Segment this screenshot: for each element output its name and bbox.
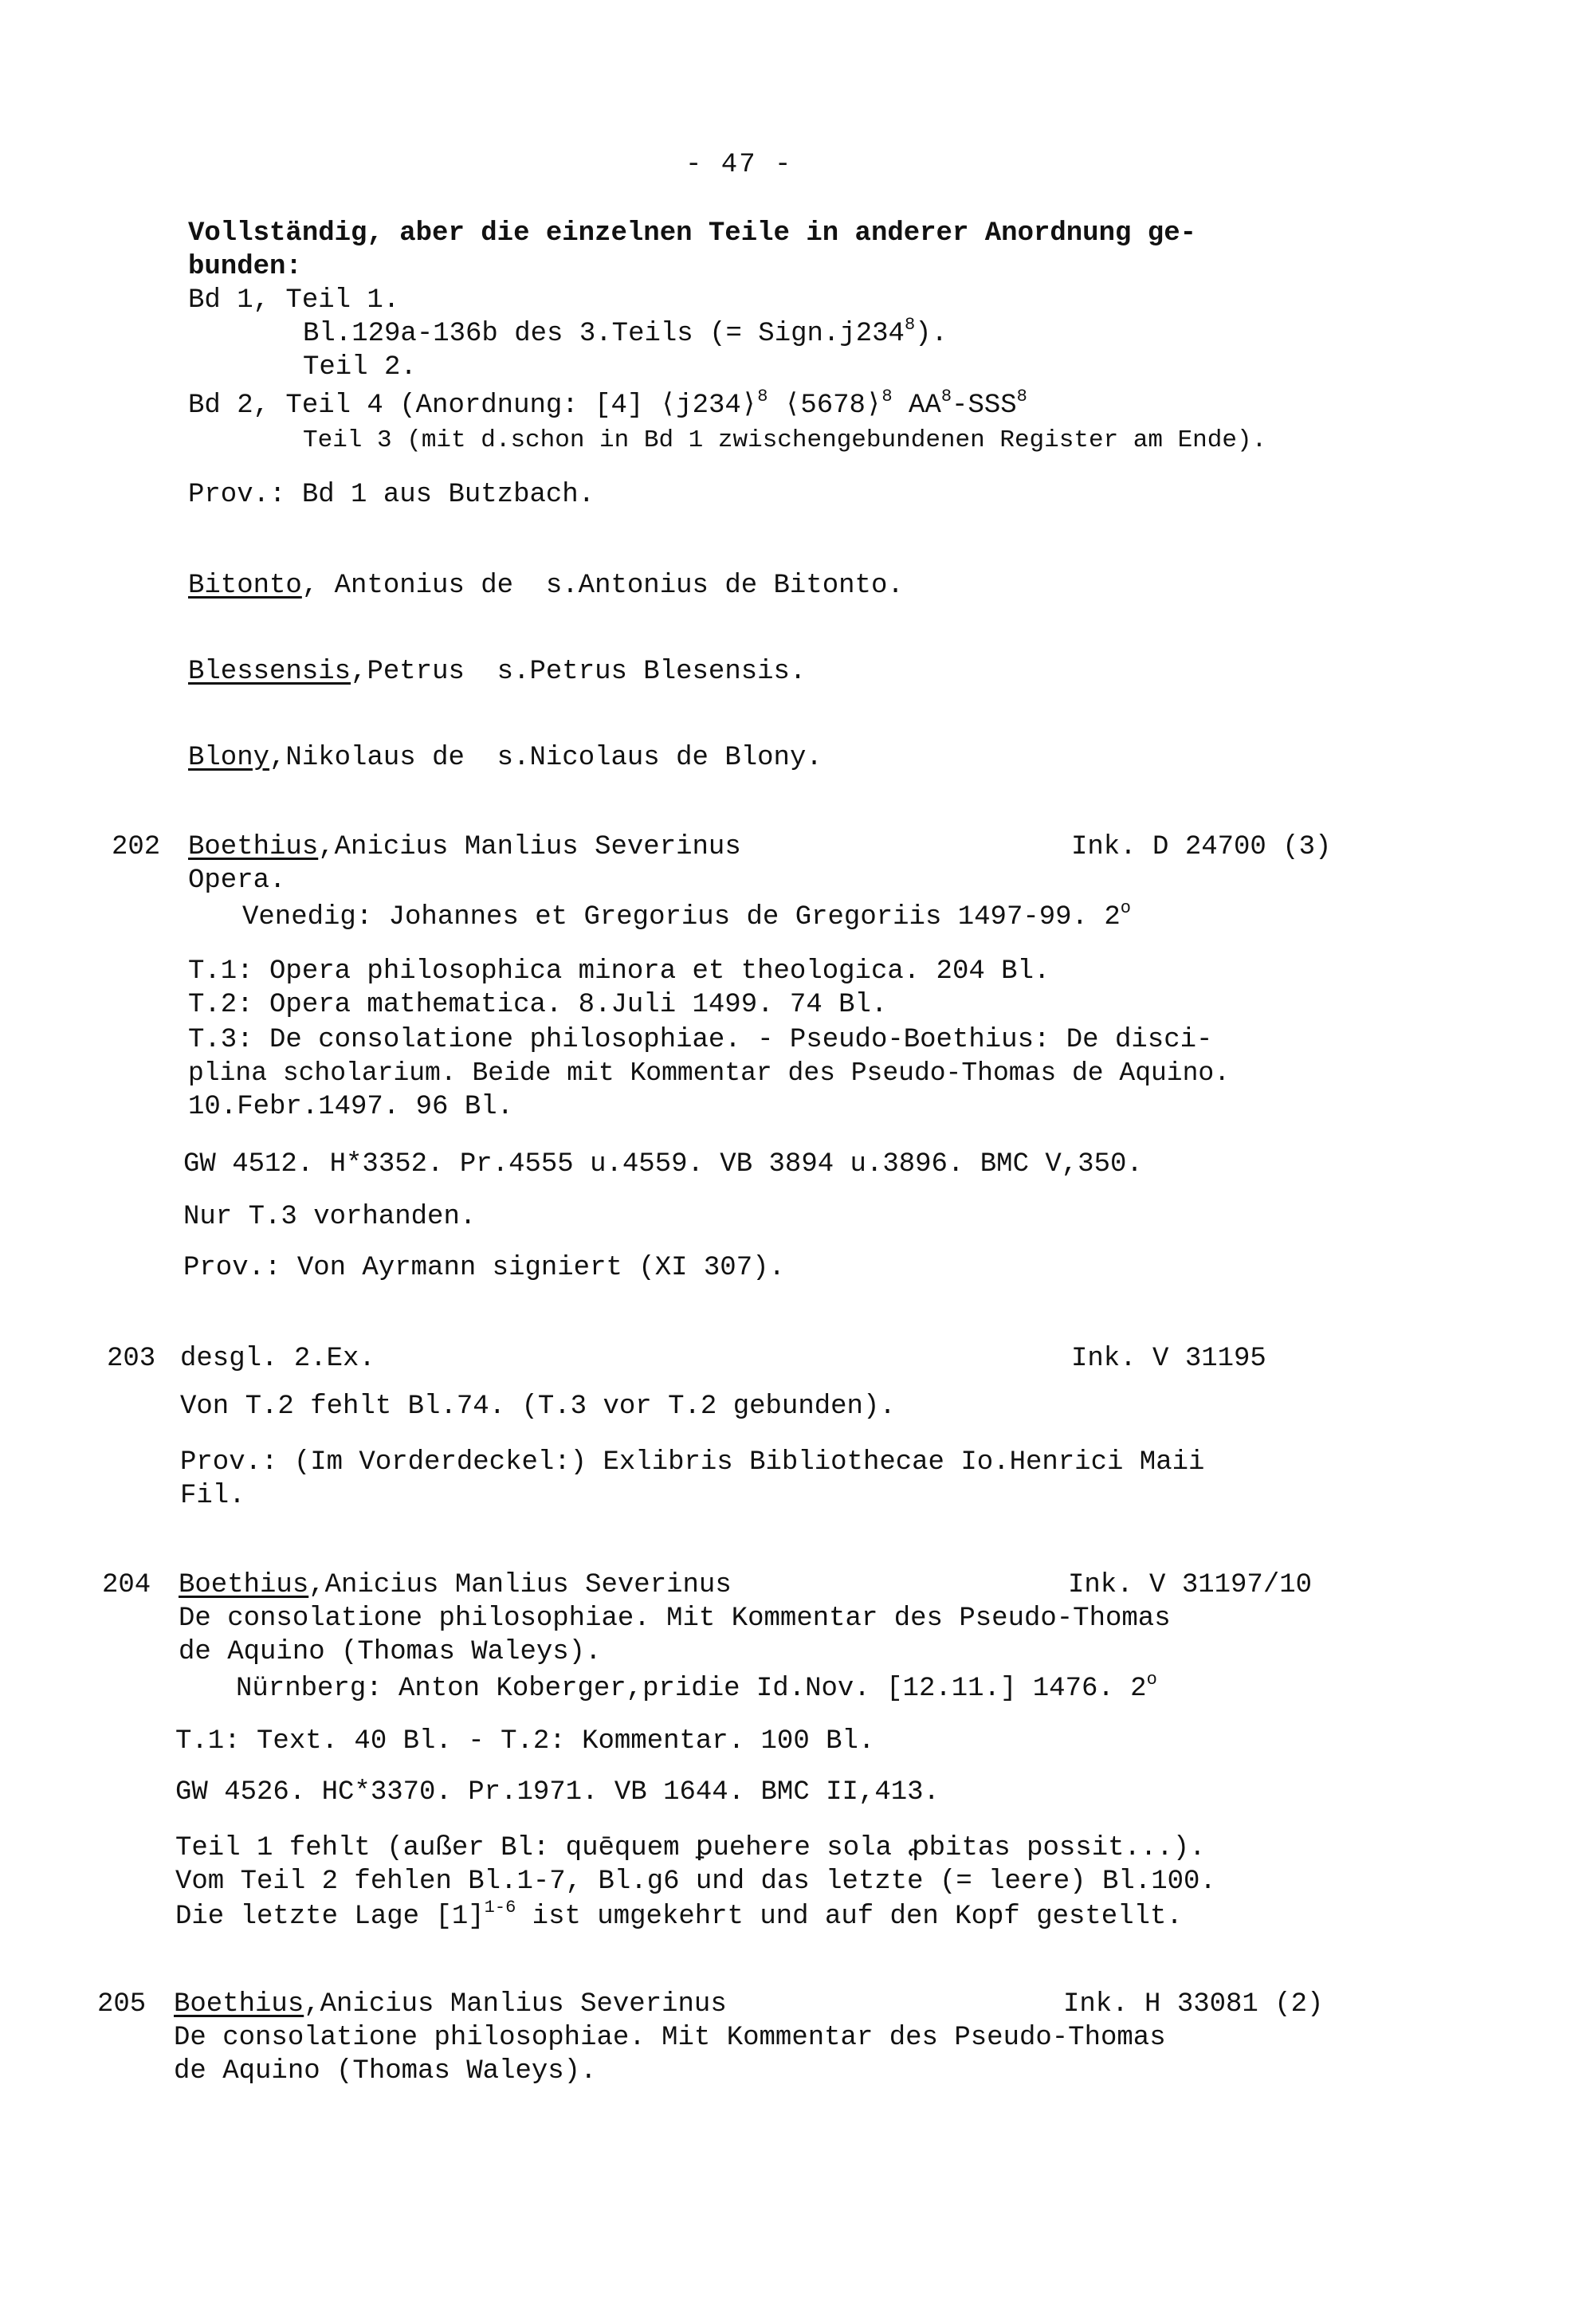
- ref-bitonto-head: Bitonto: [188, 571, 302, 601]
- intro-bd2: [188, 389, 1027, 422]
- entry-204-author-head: Boethius: [179, 1570, 309, 1600]
- entry-204-author: [179, 1568, 732, 1602]
- entry-202-refs: GW 4512. H*3352. Pr.4555 u.4559. VB 3894 u.3896. BMC V,350.: [183, 1149, 1143, 1180]
- entry-202-t2: T.2: Opera mathematica. 8.Juli 1499. 74 Bl.: [188, 990, 888, 1020]
- ref-blony-head: Blony: [188, 743, 270, 773]
- entry-203-number: 203: [107, 1344, 156, 1374]
- entry-204-signature: Ink. V 31197/10: [1068, 1570, 1313, 1600]
- entry-205-author: [174, 1988, 727, 2021]
- entry-204-note-3: [175, 1900, 1183, 1933]
- entry-202-note: Nur T.3 vorhanden.: [183, 1202, 477, 1232]
- entry-203-note: Von T.2 fehlt Bl.74. (T.3 vor T.2 gebunden).: [180, 1392, 896, 1422]
- entry-204-imprint-text: Nürnberg: Anton Koberger,pridie Id.Nov. [12.11.] 1476. 2: [236, 1674, 1147, 1704]
- entry-204-note-3-sup: 1-6: [484, 1898, 516, 1918]
- ref-blessensis: [188, 655, 806, 689]
- entry-204-note-3a: Die letzte Lage [1]: [175, 1902, 485, 1932]
- entry-203-title: desgl. 2.Ex.: [180, 1344, 375, 1374]
- entry-203-signature: Ink. V 31195: [1071, 1344, 1266, 1374]
- intro-line-2: bunden:: [188, 252, 302, 282]
- intro-bd2-c: AA: [892, 391, 941, 421]
- entry-202-author-rest: ,Anicius Manlius Severinus: [318, 832, 741, 862]
- entry-202-signature: Ink. D 24700 (3): [1071, 832, 1332, 862]
- entry-202-author-head: Boethius: [188, 832, 319, 862]
- entry-202-imprint: [242, 898, 1131, 934]
- entry-204-refs: GW 4526. HC*3370. Pr.1971. VB 1644. BMC II,413.: [175, 1777, 940, 1808]
- entry-204-note-3b: ist umgekehrt und auf den Kopf gestellt.: [516, 1902, 1183, 1932]
- ref-bitonto-rest: , Antonius de s.Antonius de Bitonto.: [301, 571, 904, 601]
- ref-blessensis-head: Blessensis: [188, 657, 351, 687]
- entry-204-imprint: [236, 1672, 1157, 1706]
- entry-205-author-rest: ,Anicius Manlius Severinus: [304, 1989, 727, 2020]
- intro-bd2-sup2: 8: [881, 387, 893, 406]
- entry-205-author-head: Boethius: [174, 1989, 304, 2020]
- entry-202-author: [188, 830, 741, 864]
- entry-202-imprint-sup: o: [1120, 898, 1131, 918]
- intro-line-1: Vollständig, aber die einzelnen Teile in anderer Anordnung ge-: [188, 218, 1197, 249]
- entry-205-signature: Ink. H 33081 (2): [1063, 1989, 1324, 2020]
- intro-bd2-b: ⟨5678⟩: [768, 391, 882, 421]
- intro-bd1-sub: [303, 317, 948, 351]
- entry-205-title-1: De consolatione philosophiae. Mit Kommentar des Pseudo-Thomas: [174, 2023, 1166, 2053]
- intro-bd1-sub-end: ).: [915, 319, 948, 349]
- ref-bitonto: [188, 569, 904, 603]
- entry-205-number: 205: [97, 1989, 147, 2020]
- entry-202-number: 202: [112, 832, 161, 862]
- entry-204-number: 204: [102, 1570, 151, 1600]
- entry-204-title-2: de Aquino (Thomas Waleys).: [179, 1637, 602, 1667]
- ref-blony: [188, 741, 823, 775]
- entry-205-title-2: de Aquino (Thomas Waleys).: [174, 2056, 597, 2086]
- intro-teil3: Teil 3 (mit d.schon in Bd 1 zwischengebundenen Register am Ende).: [303, 426, 1267, 454]
- entry-202-t1: T.1: Opera philosophica minora et theologica. 204 Bl.: [188, 956, 1050, 987]
- intro-bd2-sup3: 8: [940, 387, 952, 406]
- intro-bd2-sup4: 8: [1016, 387, 1027, 406]
- entry-202-title: Opera.: [188, 866, 286, 896]
- entry-202-t3c: 10.Febr.1497. 96 Bl.: [188, 1092, 514, 1122]
- entry-202-prov: Prov.: Von Ayrmann signiert (XI 307).: [183, 1253, 785, 1283]
- entry-202-imprint-text: Venedig: Johannes et Gregorius de Gregoriis 1497-99. 2: [242, 902, 1121, 932]
- entry-204-author-rest: ,Anicius Manlius Severinus: [308, 1570, 732, 1600]
- intro-bd2-a: Bd 2, Teil 4 (Anordnung: [4] ⟨j234⟩: [188, 391, 758, 421]
- ref-blony-rest: ,Nikolaus de s.Nicolaus de Blony.: [269, 743, 823, 773]
- entry-204-note-2: Vom Teil 2 fehlen Bl.1-7, Bl.g6 und das letzte (= leere) Bl.100.: [175, 1867, 1216, 1897]
- entry-203-prov-1: Prov.: (Im Vorderdeckel:) Exlibris Bibliothecae Io.Henrici Maii: [180, 1447, 1205, 1478]
- intro-teil2: Teil 2.: [303, 352, 417, 383]
- entry-202-t3a: T.3: De consolatione philosophiae. - Pseudo-Boethius: De disci-: [188, 1025, 1213, 1055]
- entry-204-note-1: Teil 1 fehlt (außer Bl: quēquem ꝑuehere sola ꝓbitas possit...).: [175, 1833, 1206, 1863]
- intro-bd1-sub-sup: 8: [904, 315, 916, 335]
- entry-204-title-1: De consolatione philosophiae. Mit Kommentar des Pseudo-Thomas: [179, 1604, 1171, 1634]
- entry-203-prov-2: Fil.: [180, 1481, 245, 1511]
- intro-prov: Prov.: Bd 1 aus Butzbach.: [188, 480, 595, 510]
- intro-bd2-d: -SSS: [952, 391, 1017, 421]
- intro-bd1-sub-text: Bl.129a-136b des 3.Teils (= Sign.j234: [303, 319, 905, 349]
- intro-bd2-sup1: 8: [757, 387, 768, 406]
- intro-bd1: Bd 1, Teil 1.: [188, 285, 400, 316]
- ref-blessensis-rest: ,Petrus s.Petrus Blesensis.: [351, 657, 807, 687]
- entry-204-parts: T.1: Text. 40 Bl. - T.2: Kommentar. 100 Bl.: [175, 1726, 875, 1757]
- entry-204-imprint-sup: o: [1146, 1670, 1157, 1690]
- page-number: - 47 -: [685, 150, 793, 180]
- entry-202-t3b: plina scholarium. Beide mit Kommentar des Pseudo-Thomas de Aquino.: [188, 1058, 1231, 1088]
